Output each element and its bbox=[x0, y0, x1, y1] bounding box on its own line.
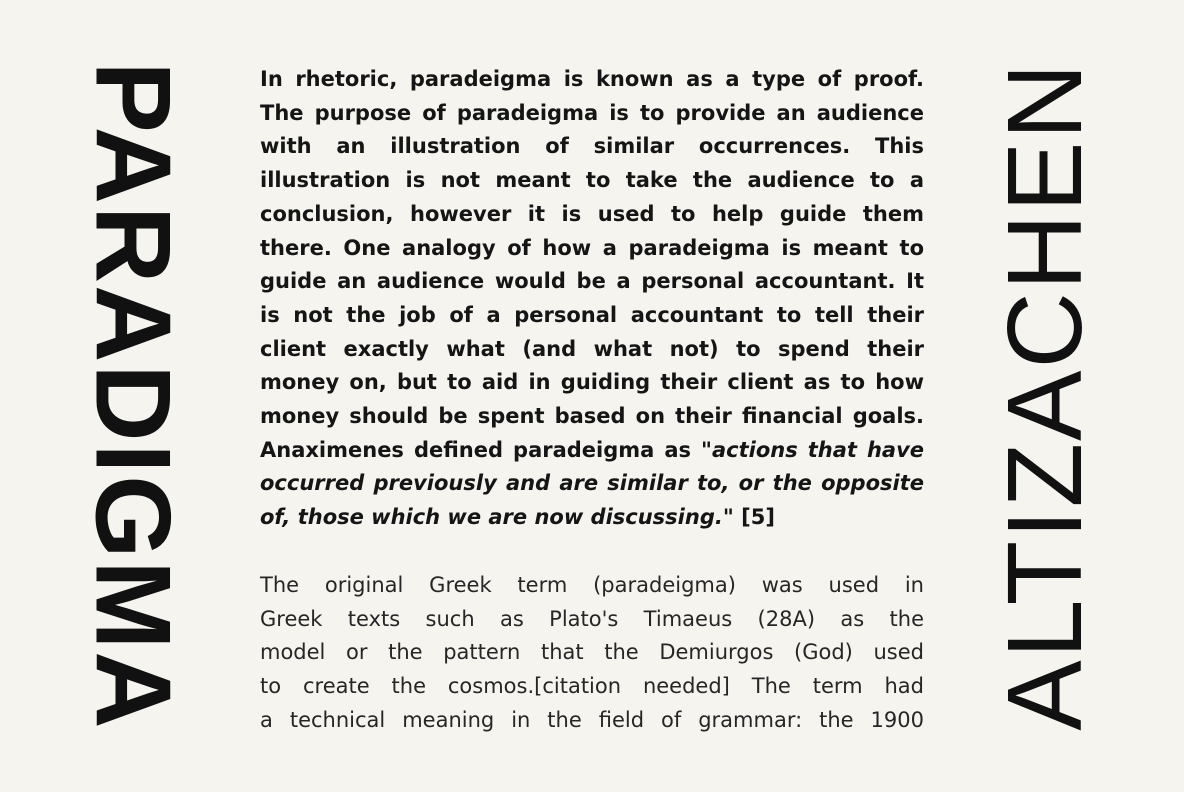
text-line: is not the job of a personal accountant to tell their bbox=[260, 302, 924, 327]
text-line: there. One analogy of how a paradeigma is meant to bbox=[260, 235, 924, 260]
vertical-title-left: PARADIGMA bbox=[73, 61, 194, 731]
text-line: illustration is not meant to take the audience to a bbox=[260, 168, 924, 193]
text-line: client exactly what (and what not) to spend their bbox=[260, 336, 924, 361]
text-line: to create the cosmos.[citation needed] The term had bbox=[260, 673, 924, 698]
text-line: a technical meaning in the field of grammar: the 1900 bbox=[260, 707, 924, 732]
text-line: Greek texts such as Plato's Timaeus (28A) as the bbox=[260, 606, 924, 631]
text-line: The original Greek term (paradeigma) was used in bbox=[260, 572, 924, 597]
citation-marker: [5] bbox=[733, 505, 775, 530]
quote-text: of, those which we are now discussing." bbox=[260, 505, 734, 530]
text-line: conclusion, however it is used to help guide them bbox=[260, 201, 924, 226]
quote-text: occurred previously and are similar to, or the opposite bbox=[260, 471, 924, 496]
paragraph-greek-term bbox=[260, 569, 924, 738]
text-line: money on, but to aid in guiding their client as to how bbox=[260, 370, 924, 395]
text-line: model or the pattern that the Demiurgos (God) used bbox=[260, 640, 924, 665]
paragraph-rhetoric bbox=[260, 63, 924, 535]
text-line: with an illustration of similar occurrences. This bbox=[260, 134, 924, 159]
vertical-title-right: ALTIZACHEN bbox=[986, 61, 1105, 731]
text-line bbox=[260, 501, 924, 535]
text-line: guide an audience would be a personal accountant. It bbox=[260, 269, 924, 294]
text-line bbox=[260, 434, 924, 468]
text-column bbox=[260, 63, 924, 737]
quote-intro: Anaximenes defined paradeigma as bbox=[260, 437, 702, 462]
text-line: The purpose of paradeigma is to provide an audience bbox=[260, 100, 924, 125]
text-line: money should be spent based on their financial goals. bbox=[260, 404, 924, 429]
text-line: In rhetoric, paradeigma is known as a type of proof. bbox=[260, 67, 924, 91]
quote-text: "actions that have bbox=[701, 437, 925, 462]
